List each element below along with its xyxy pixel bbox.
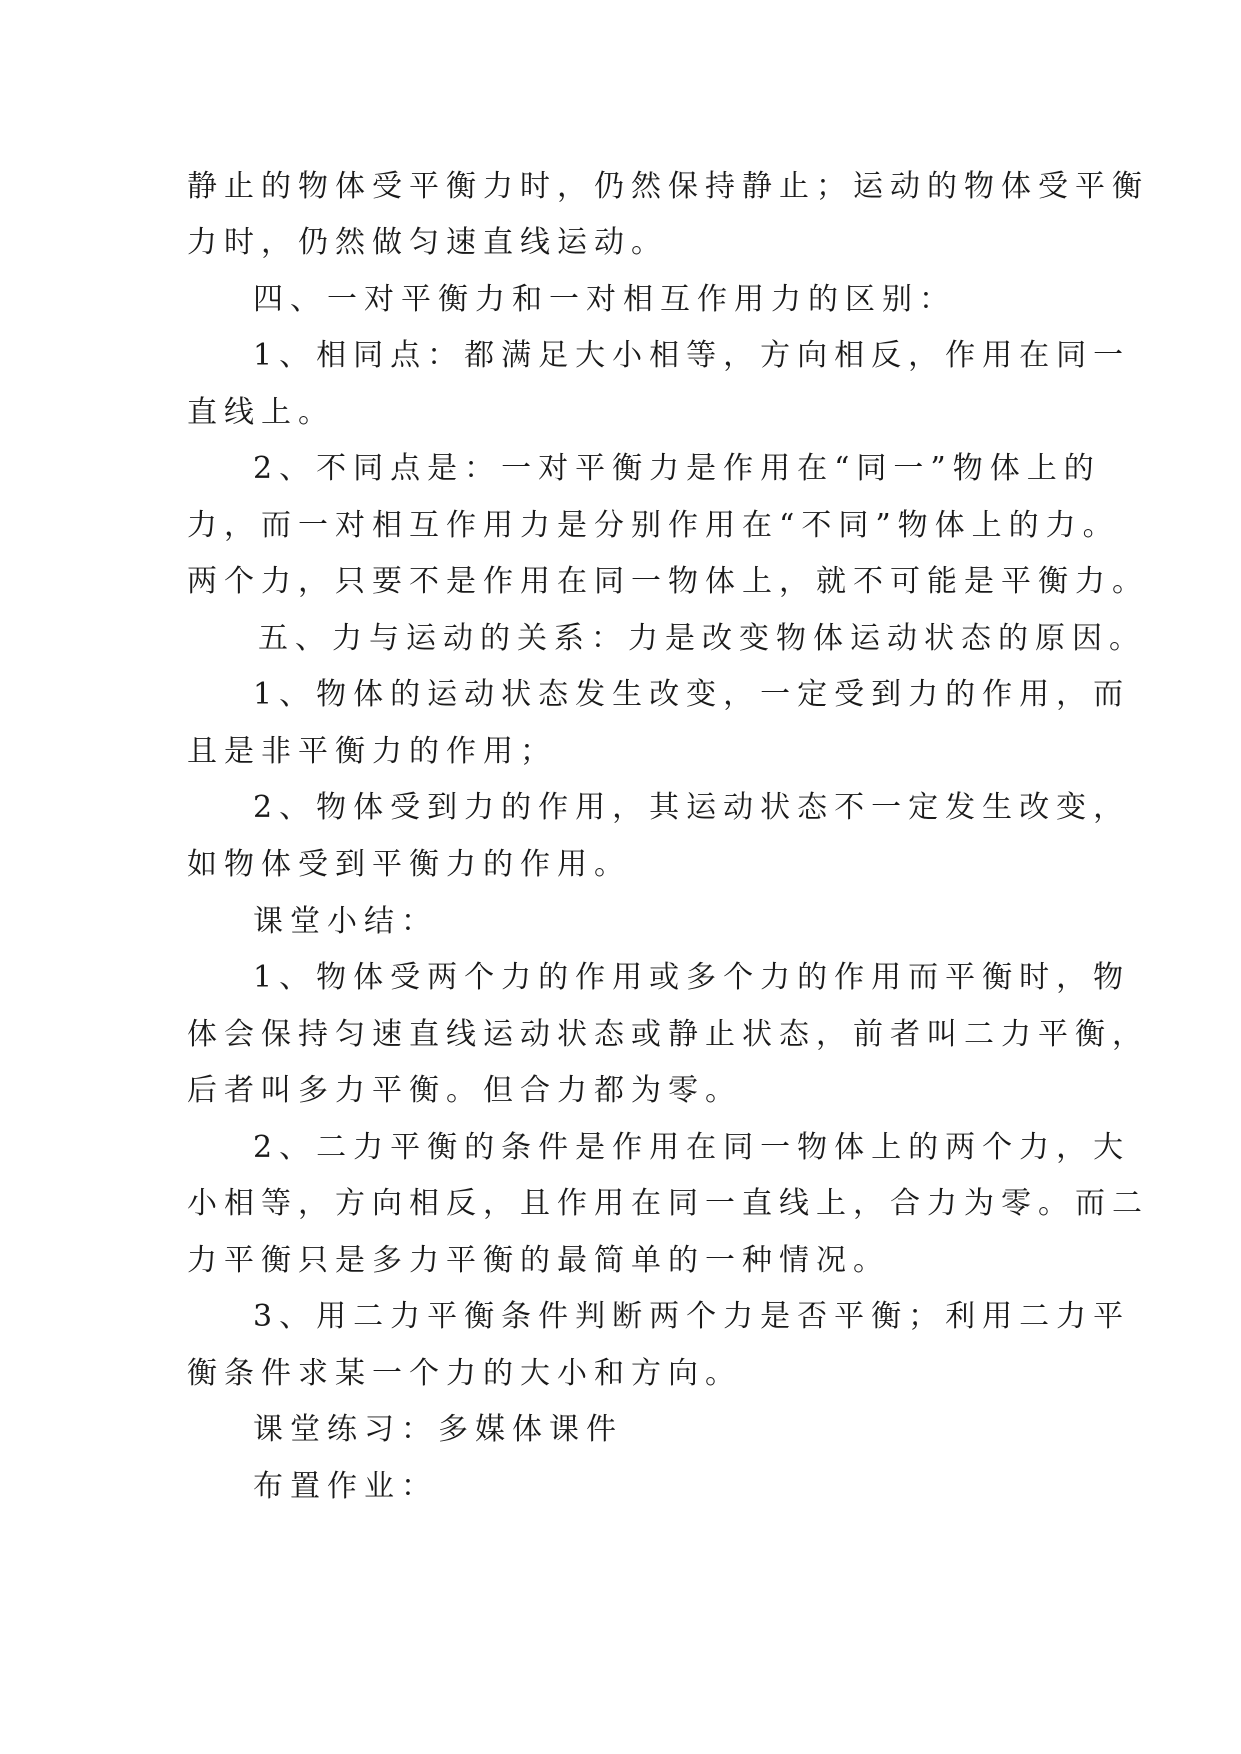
text-line: 2、物体受到力的作用，其运动状态不一定发生改变， <box>253 790 1131 825</box>
text-line: 力，而一对相互作用力是分别作用在“不同”物体上的力。 <box>187 508 1120 543</box>
text-line: 且是非平衡力的作用； <box>187 734 557 769</box>
text-line: 3、用二力平衡条件判断两个力是否平衡；利用二力平 <box>253 1299 1131 1334</box>
text-line: 衡条件求某一个力的大小和方向。 <box>187 1356 742 1391</box>
text-line: 1、相同点：都满足大小相等，方向相反，作用在同一 <box>253 338 1131 373</box>
text-line: 静止的物体受平衡力时，仍然保持静止；运动的物体受平衡 <box>187 169 1149 204</box>
text-line: 力平衡只是多力平衡的最简单的一种情况。 <box>187 1243 890 1278</box>
text-line: 1、物体受两个力的作用或多个力的作用而平衡时，物 <box>253 960 1131 995</box>
text-line: 后者叫多力平衡。但合力都为零。 <box>187 1073 742 1108</box>
text-line: 1、物体的运动状态发生改变，一定受到力的作用，而 <box>253 677 1131 712</box>
section-heading: 布置作业： <box>253 1469 438 1504</box>
text-line: 小相等，方向相反，且作用在同一直线上，合力为零。而二 <box>187 1186 1149 1221</box>
text-line: 体会保持匀速直线运动状态或静止状态，前者叫二力平衡， <box>187 1017 1149 1052</box>
section-heading: 四、一对平衡力和一对相互作用力的区别： <box>253 282 956 317</box>
section-heading: 五、力与运动的关系：力是改变物体运动状态的原因。 <box>258 621 1146 656</box>
text-line: 2、二力平衡的条件是作用在同一物体上的两个力，大 <box>253 1130 1131 1165</box>
text-line: 2、不同点是：一对平衡力是作用在“同一”物体上的 <box>253 451 1101 486</box>
text-line: 力时，仍然做匀速直线运动。 <box>187 225 668 260</box>
section-heading: 课堂练习：多媒体课件 <box>253 1412 623 1447</box>
text-line: 如物体受到平衡力的作用。 <box>187 847 631 882</box>
section-heading: 课堂小结： <box>253 904 438 939</box>
text-line: 直线上。 <box>187 395 335 430</box>
text-line: 两个力，只要不是作用在同一物体上，就不可能是平衡力。 <box>187 564 1149 599</box>
